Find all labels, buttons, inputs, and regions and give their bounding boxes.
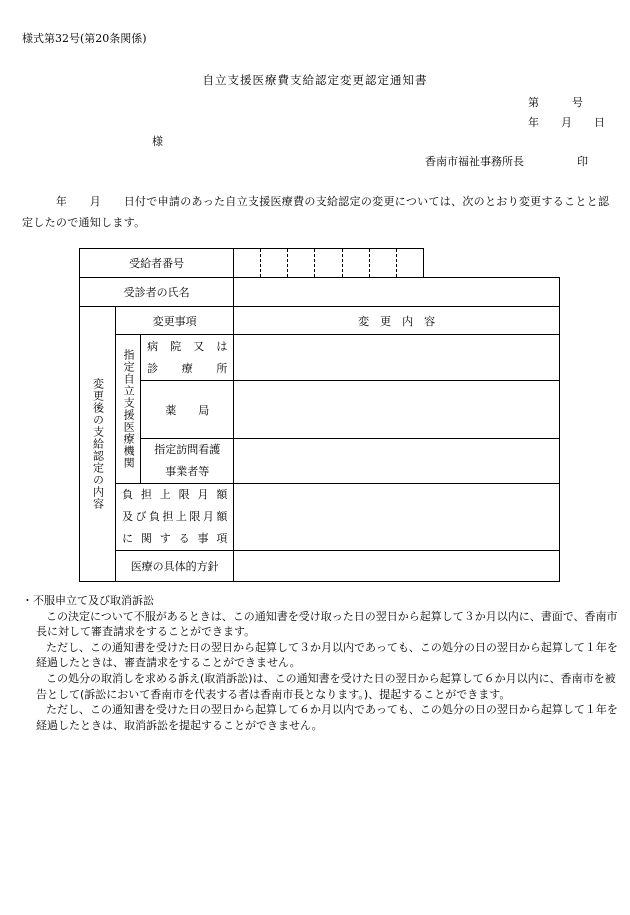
body-text: 年 月 日付で申請のあった自立支援医療費の支給認定の変更については、次のとおり変更することと認定したので通知します。: [22, 195, 610, 229]
form-number: 様式第32号(第20条関係): [22, 32, 147, 45]
institution-group-label: [116, 335, 141, 484]
nursing-field[interactable]: [234, 439, 560, 484]
recipient-number-label: 受給者番号: [80, 249, 234, 278]
limit-label: [116, 484, 234, 551]
nursing-label: [141, 439, 234, 484]
notice-paragraph-1: この決定について不服があるときは、この通知書を受け取った日の翌日から起算して３か月以内に、書面で、香南市長に対して審査請求をすることができます。: [36, 609, 618, 639]
limit-label-line2: 及び負担上限月額: [122, 510, 228, 523]
patient-name-label: 受診者の氏名: [80, 278, 234, 307]
addressee-honorific: 様: [152, 135, 163, 148]
nursing-label-line1: 指定訪問看護: [154, 443, 221, 456]
notice-paragraph-4: ただし、この通知書を受けた日の翌日から起算して６か月以内であっても、この処分の日の翌日から起算して１年を経過したときは、取消訴訟を提起することができません。: [36, 703, 618, 732]
limit-field[interactable]: [234, 484, 560, 551]
notice-paragraph-3: この処分の取消しを求める訴え(取消訴訟)は、この通知書を受けた日の翌日から起算して６か月以内に、香南市を被告として(訴訟において香南市を代表する者は香南市長となります。)、提起することができます。: [36, 671, 616, 701]
notice-heading: ・不服申立て及び取消訴訟: [22, 594, 154, 607]
pharmacy-field[interactable]: [234, 381, 560, 439]
hospital-label: [141, 335, 234, 381]
patient-name-field[interactable]: [234, 278, 560, 307]
pharmacy-label: 薬 局: [141, 381, 234, 439]
recipient-number-boxes[interactable]: [234, 249, 423, 278]
document-title: 自立支援医療費支給認定変更認定通知書: [202, 73, 428, 87]
treatment-policy-label: 医療の具体的方針: [116, 551, 234, 582]
nursing-label-line2: 事業者等: [165, 465, 210, 478]
certification-table: [79, 248, 560, 582]
issuer-name: 香南市福祉事務所長: [425, 155, 524, 168]
document-number-line: 第 号: [528, 96, 583, 109]
appeal-notice: [22, 593, 620, 733]
limit-label-line1: 負担上限月額: [122, 488, 228, 501]
change-content-header: 変 更 内 容: [234, 307, 560, 335]
hospital-label-line1: 病 院 又 は: [147, 339, 228, 353]
limit-label-line3: に関する事項: [122, 532, 228, 545]
section-label: [80, 307, 116, 582]
document-date-line: 年 月 日: [528, 116, 605, 129]
hospital-label-line2: 診 療 所: [147, 361, 228, 375]
institution-group-text: 指定自立支援医療機関: [122, 349, 136, 469]
treatment-policy-field[interactable]: [234, 551, 560, 582]
change-item-header: 変更事項: [116, 307, 234, 335]
notice-paragraph-2: ただし、この通知書を受けた日の翌日から起算して３か月以内であっても、この処分の日の翌日から起算して１年を経過したときは、審査請求をすることができません。: [36, 640, 618, 670]
section-label-text: 変更後の支給認定の内容: [91, 378, 105, 510]
seal-mark: 印: [577, 155, 588, 168]
hospital-field[interactable]: [234, 335, 560, 381]
